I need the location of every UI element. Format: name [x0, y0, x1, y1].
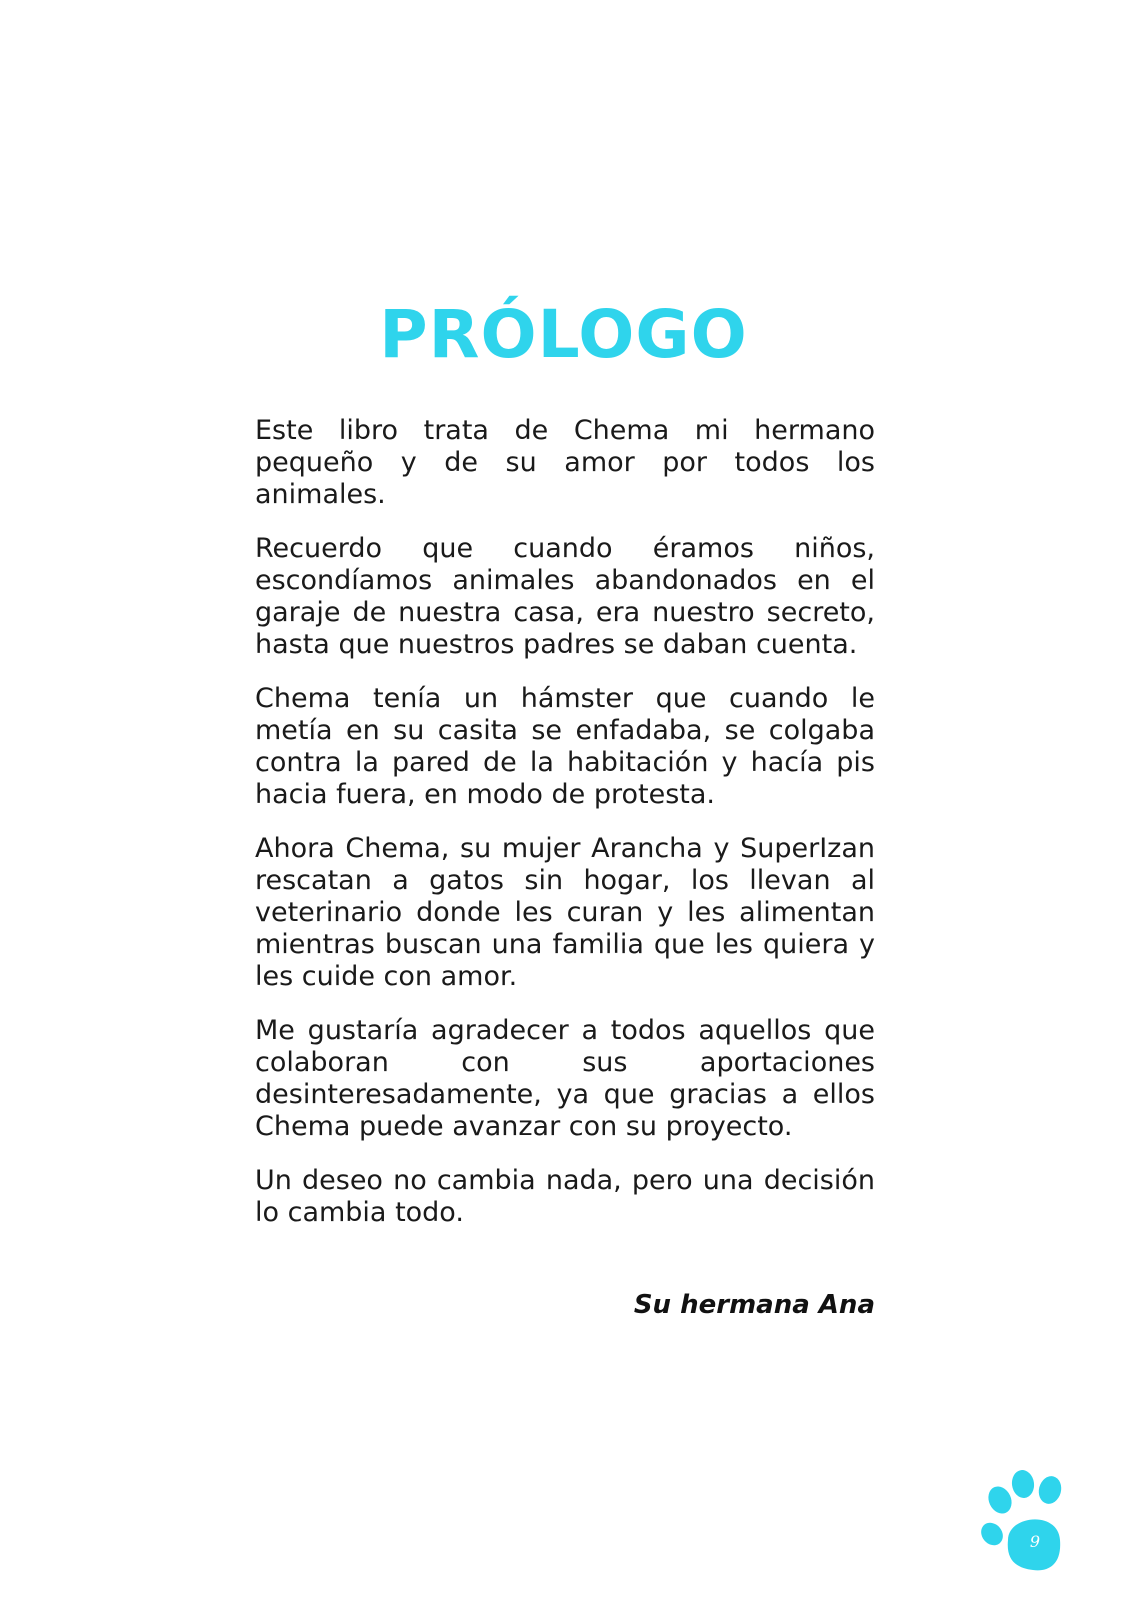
paw-print-icon — [978, 1470, 1088, 1580]
paragraph: Este libro trata de Chema mi hermano pequeño y de su amor por todos los animales. — [255, 415, 875, 510]
page-number: 9 — [1029, 1532, 1041, 1551]
paragraph: Un deseo no cambia nada, pero una decisión lo cambia todo. — [255, 1165, 875, 1228]
paragraph: Recuerdo que cuando éramos niños, escondíamos animales abandonados en el garaje de nuestra casa, era nuestro secreto, hasta que nuestros padres se daban cuenta. — [255, 533, 875, 660]
signature: Su hermana Ana — [633, 1290, 875, 1320]
prologue-body — [255, 415, 875, 1251]
paragraph: Ahora Chema, su mujer Arancha y SuperIzan rescatan a gatos sin hogar, los llevan al veterinario donde les curan y les alimentan mientras buscan una familia que les quiera y les cuide con amor. — [255, 833, 875, 992]
paragraph: Me gustaría agradecer a todos aquellos que colaboran con sus aportaciones desinteresadamente, ya que gracias a ellos Chema puede avanzar con su proyecto. — [255, 1015, 875, 1142]
paragraph: Chema tenía un hámster que cuando le metía en su casita se enfadaba, se colgaba contra la pared de la habitación y hacía pis hacia fuera, en modo de protesta. — [255, 683, 875, 810]
page-title: PRÓLOGO — [379, 296, 748, 374]
